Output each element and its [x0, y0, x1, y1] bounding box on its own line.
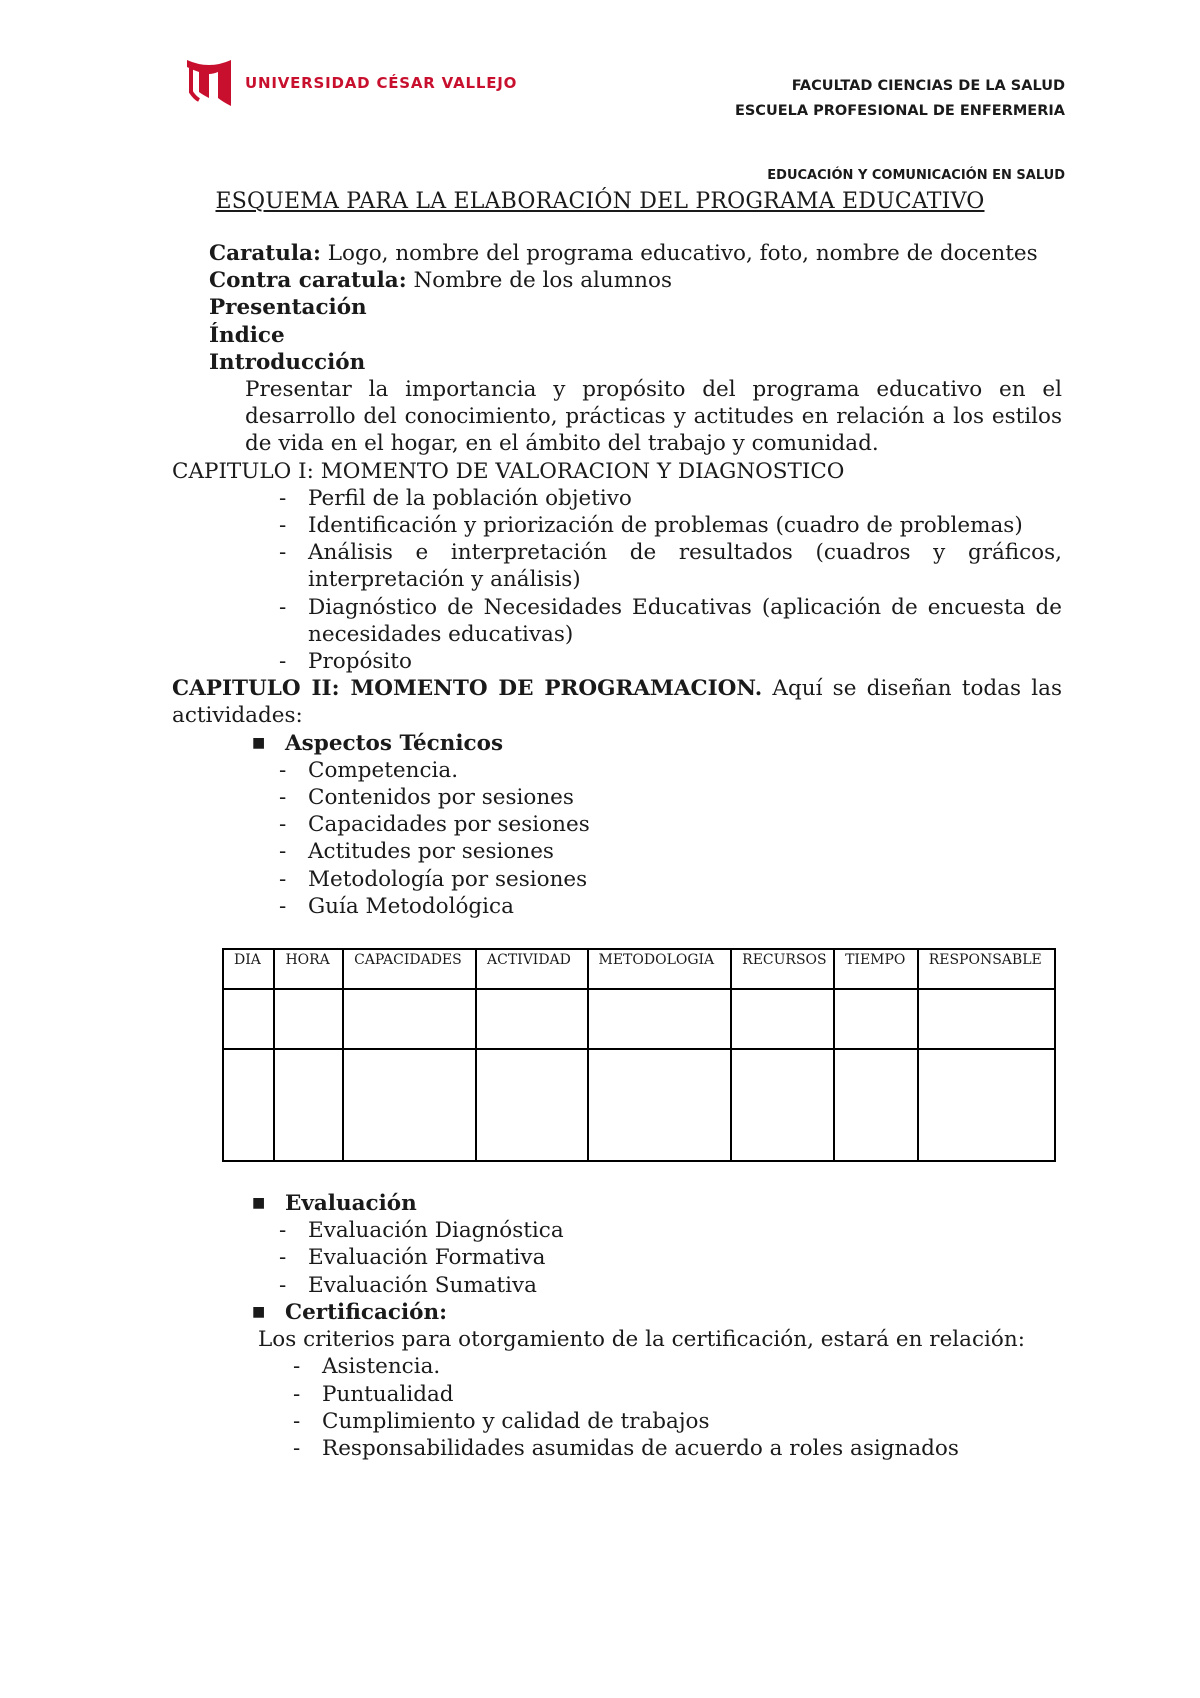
- list-item: - Competencia.: [279, 757, 459, 783]
- list-item: - Evaluación Diagnóstica: [279, 1218, 564, 1244]
- list-item: - Guía Metodológica: [279, 893, 514, 919]
- table-cell: [731, 1049, 834, 1161]
- list-item: - Análisis e interpretación de resultados (cuadros y gráficos, interpretación y análisis): [279, 540, 1062, 593]
- table-cell: [343, 1049, 476, 1161]
- list-item: - Identificación y priorización de problemas (cuadro de problemas): [279, 513, 1023, 539]
- presentacion-heading: Presentación: [209, 295, 367, 321]
- introduccion-text: Presentar la importancia y propósito del programa educativo en el desarrollo del conocimiento, prácticas y actitudes en relación a los estilos de vida en el hogar, en el ámbito del trabajo y comunidad.: [245, 377, 1062, 457]
- list-item: - Cumplimiento y calidad de trabajos: [293, 1408, 710, 1434]
- table-header-cell: HORA: [274, 949, 343, 989]
- list-item: - Contenidos por sesiones: [279, 785, 574, 811]
- table-header-cell: METODOLOGIA: [588, 949, 732, 989]
- table-cell: [476, 989, 588, 1049]
- school-name: ESCUELA PROFESIONAL DE ENFERMERIA: [734, 103, 1065, 119]
- list-item: - Capacidades por sesiones: [279, 812, 590, 838]
- document-body: [172, 240, 1062, 1462]
- table-cell: [834, 1049, 918, 1161]
- aspectos-tecnicos-heading: ■ Aspectos Técnicos: [252, 730, 504, 756]
- table-cell: [274, 1049, 343, 1161]
- course-subject: EDUCACIÓN Y COMUNICACIÓN EN SALUD: [767, 168, 1065, 183]
- table-header-row: [223, 949, 1055, 989]
- table-cell: [731, 989, 834, 1049]
- table-header-cell: ACTIVIDAD: [476, 949, 588, 989]
- square-bullet-icon: ■: [252, 1303, 266, 1320]
- table-header-cell: RECURSOS: [731, 949, 834, 989]
- university-logo: [185, 58, 517, 108]
- certificacion-text: Los criterios para otorgamiento de la certificación, estará en relación:: [258, 1327, 1025, 1353]
- table-cell: [223, 1049, 274, 1161]
- list-item: - Asistencia.: [293, 1354, 441, 1380]
- capitulo2-paragraph: [172, 675, 1062, 729]
- table-header-cell: CAPACIDADES: [343, 949, 476, 989]
- list-item: - Propósito: [279, 649, 412, 675]
- table-row: [223, 989, 1055, 1049]
- header-institution: [735, 74, 1065, 124]
- table-cell: [274, 989, 343, 1049]
- list-item: - Diagnóstico de Necesidades Educativas (aplicación de encuesta de necesidades educativas): [279, 594, 1062, 647]
- table-header-cell: TIEMPO: [834, 949, 918, 989]
- caratula-text: Logo, nombre del programa educativo, foto, nombre de docentes: [320, 241, 1038, 266]
- table-cell: [918, 989, 1055, 1049]
- table-cell: [834, 989, 918, 1049]
- square-bullet-icon: ■: [252, 1195, 266, 1212]
- square-bullet-icon: ■: [252, 734, 266, 751]
- introduccion-heading: Introducción: [209, 349, 366, 375]
- logo-text: UNIVERSIDAD CÉSAR VALLEJO: [245, 74, 518, 92]
- contra-caratula-label: Contra caratula:: [209, 268, 407, 294]
- list-item: - Puntualidad: [293, 1381, 454, 1407]
- contra-caratula-text: Nombre de los alumnos: [406, 268, 672, 294]
- list-item: - Perfil de la población objetivo: [279, 485, 632, 511]
- table-cell: [588, 989, 732, 1049]
- ucv-crest-icon: [185, 58, 233, 108]
- faculty-name: FACULTAD CIENCIAS DE LA SALUD: [791, 78, 1065, 94]
- table-header-cell: RESPONSABLE: [918, 949, 1055, 989]
- sessions-table: [222, 948, 1056, 1162]
- list-item: - Evaluación Formativa: [279, 1245, 546, 1271]
- list-item: - Evaluación Sumativa: [279, 1272, 538, 1298]
- table-cell: [588, 1049, 732, 1161]
- table-header-cell: DIA: [223, 949, 274, 989]
- indice-heading: Índice: [209, 322, 285, 348]
- document-title: ESQUEMA PARA LA ELABORACIÓN DEL PROGRAMA EDUCATIVO: [215, 189, 985, 214]
- list-item: - Responsabilidades asumidas de acuerdo a roles asignados: [293, 1435, 959, 1461]
- certificacion-heading: ■ Certificación:: [252, 1299, 448, 1325]
- capitulo2-title: CAPITULO II: MOMENTO DE PROGRAMACION.: [172, 676, 763, 702]
- capitulo2-text: Aquí se diseñan todas las actividades:: [172, 676, 1063, 729]
- sessions-table-wrapper: [222, 948, 1048, 1162]
- contra-caratula-paragraph: [209, 267, 1062, 294]
- table-row: [223, 1049, 1055, 1161]
- list-item: - Actitudes por sesiones: [279, 839, 554, 865]
- table-cell: [476, 1049, 588, 1161]
- table-cell: [223, 989, 274, 1049]
- table-cell: [343, 989, 476, 1049]
- evaluacion-heading: ■ Evaluación: [252, 1191, 417, 1217]
- caratula-label: Caratula:: [209, 241, 321, 266]
- list-item: - Metodología por sesiones: [279, 866, 588, 892]
- caratula-paragraph: [209, 240, 1062, 267]
- table-cell: [918, 1049, 1055, 1161]
- capitulo1-title: CAPITULO I: MOMENTO DE VALORACION Y DIAGNOSTICO: [172, 458, 845, 484]
